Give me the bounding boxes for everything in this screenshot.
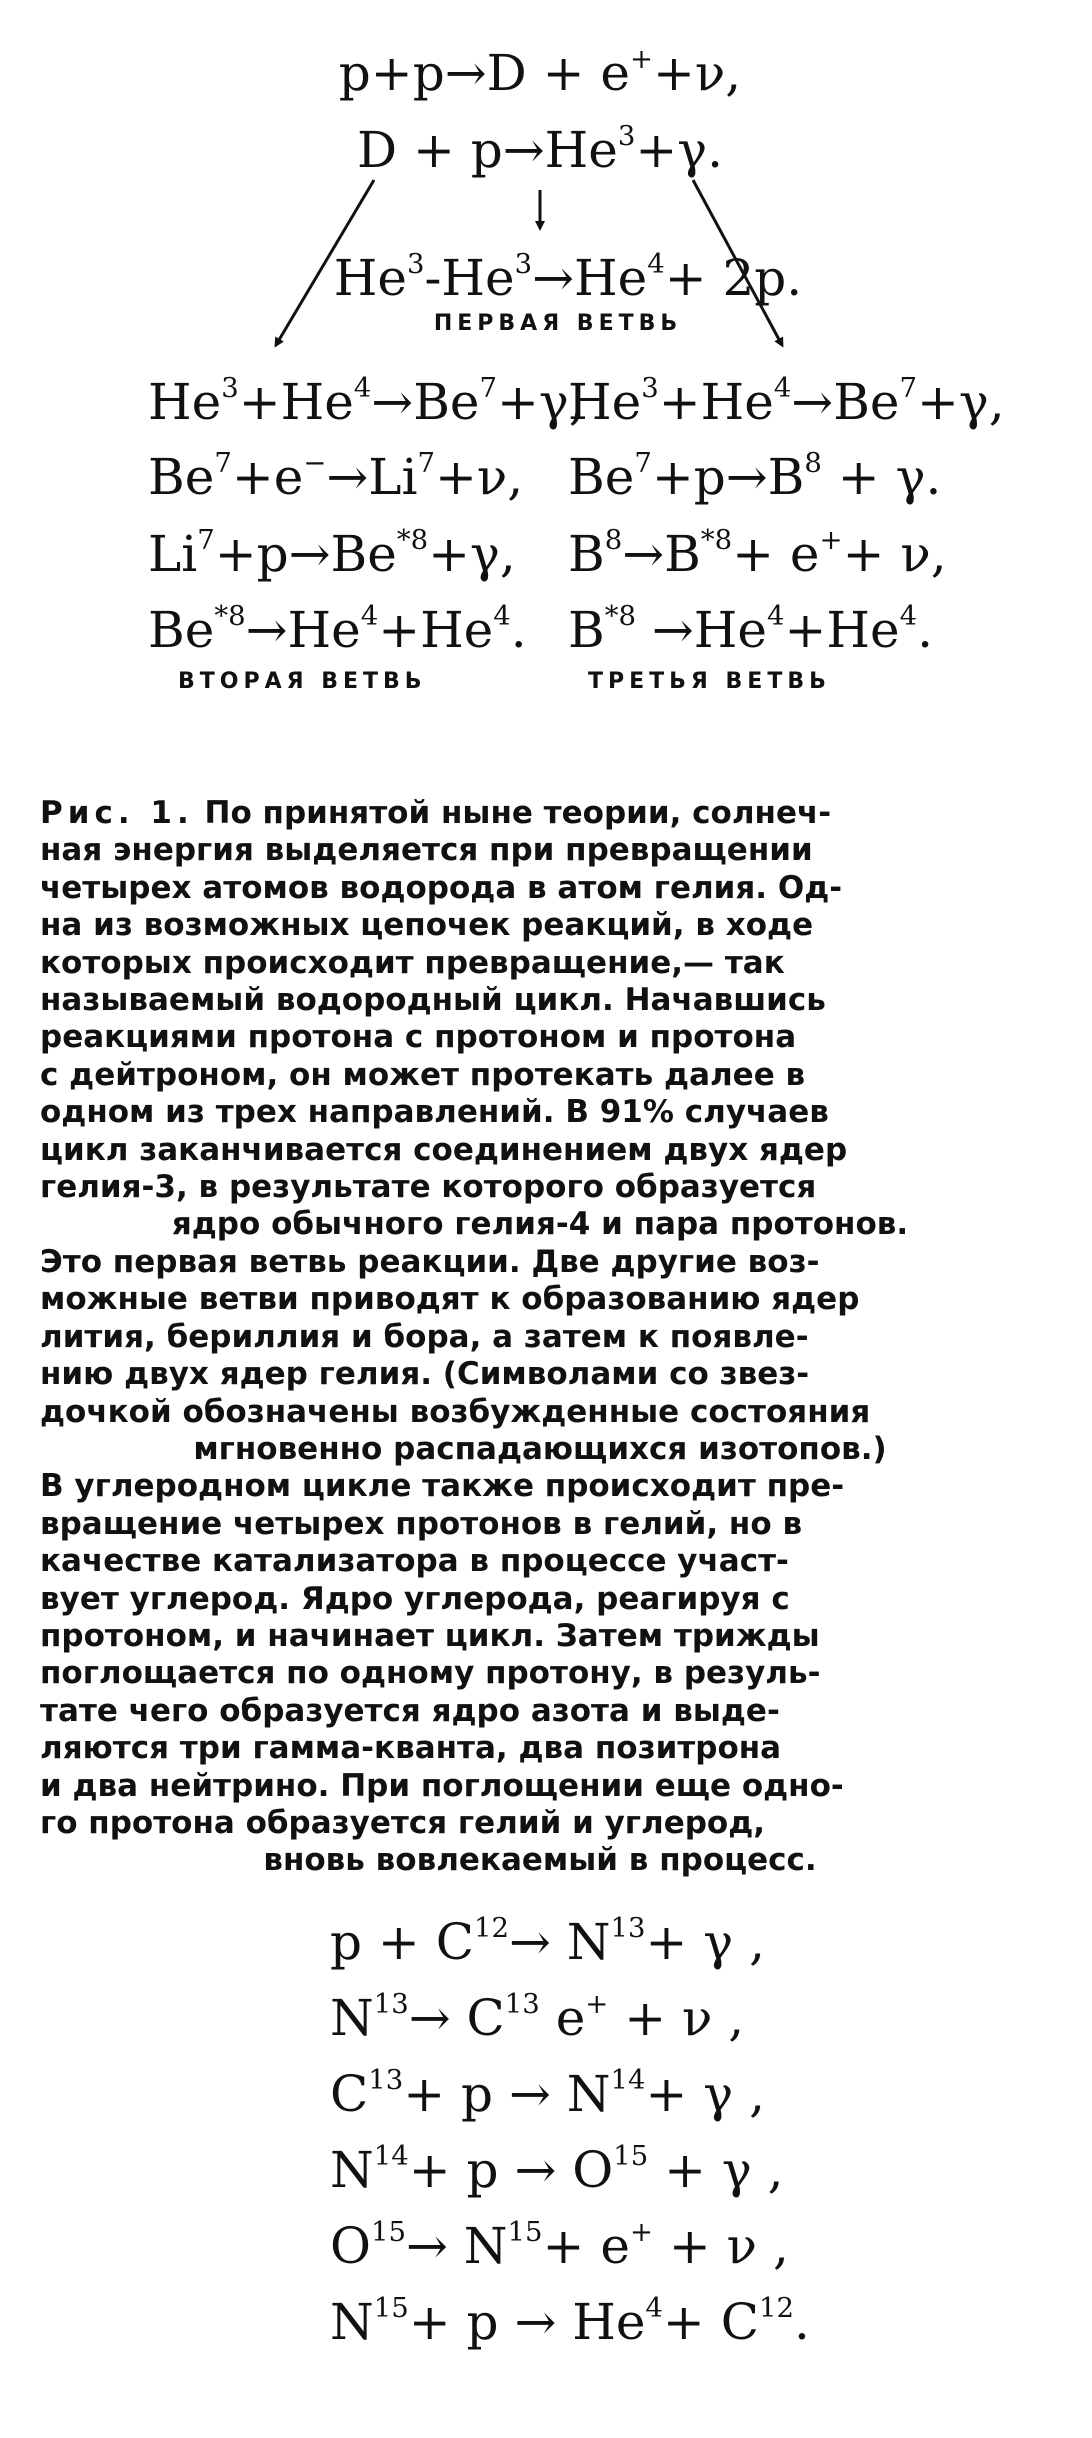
superscript: 13 (504, 1988, 540, 2020)
superscript: + (629, 43, 654, 75)
superscript: + (819, 524, 843, 556)
superscript: 3 (617, 120, 636, 152)
third-branch-eq-2: $Be^7+p\to B^8 + \gamma$. (568, 447, 942, 506)
superscript: 13 (368, 2064, 404, 2096)
superscript: 4 (899, 600, 918, 632)
caption-line: вует углерод. Ядро углерода, реагируя с (40, 1580, 790, 1617)
second-branch-eq-1: $He^3+He^4\to Be^7+\gamma$, (148, 372, 585, 431)
caption-line: которых происходит превращение,— так (40, 944, 785, 981)
caption-line: называемый водородный цикл. Начавшись (40, 982, 826, 1019)
caption-line: цикл заканчивается соединением двух ядер (40, 1131, 848, 1168)
carbon-cycle-eq-1: $p + C^{12}\to N^{13}+ \gamma$ , (330, 1912, 765, 1971)
caption-line: протоном, и начинает цикл. Затем трижды (40, 1617, 820, 1654)
first-branch-label: ПЕРВАЯ ВЕТВЬ (433, 311, 683, 336)
superscript: 7 (197, 524, 215, 556)
figure-caption (40, 795, 1040, 1880)
caption-line: ная энергия выделяется при превращении (40, 832, 813, 869)
superscript: 12 (473, 1912, 509, 1944)
caption-line: мгновенно распадающихся изотопов.) (193, 1430, 887, 1467)
caption-line: с дейтроном, он может протекать далее в (40, 1056, 806, 1093)
superscript: 15 (371, 2216, 406, 2248)
superscript: 15 (613, 2140, 649, 2172)
superscript: 8 (804, 447, 822, 479)
superscript: 3 (221, 372, 239, 404)
superscript: 4 (493, 600, 511, 632)
carbon-cycle-eq-6: $N^{15}+ p \to He^4+ C^{12}$. (330, 2292, 810, 2351)
caption-line: дочкой обозначены возбужденные состояния (40, 1393, 871, 1430)
carbon-cycle-eq-4: $N^{14}+ p \to O^{15} + \gamma$ , (330, 2140, 784, 2199)
caption-line: лития, бериллия и бора, а затем к появле- (40, 1318, 809, 1355)
superscript: 4 (645, 2292, 663, 2324)
second-branch-eq-3: $Li^7+p\to Be^{*8}+\gamma$, (148, 524, 516, 583)
superscript: 14 (373, 2140, 409, 2172)
superscript: 14 (610, 2064, 646, 2096)
carbon-cycle-eq-3: $C^{13}+ p \to N^{14}+ \gamma$ , (330, 2064, 765, 2123)
superscript: 13 (373, 1988, 409, 2020)
third-branch-eq-3: $B^8\to B^{*8}+ e^++ \nu$, (568, 524, 947, 583)
superscript: 12 (758, 2292, 794, 2324)
equation-first-branch: $He^3-He^3\to He^4+ 2p$. (333, 248, 803, 307)
caption-line: нию двух ядер гелия. (Символами со звез- (40, 1356, 810, 1393)
superscript: − (303, 447, 327, 479)
superscript: 3 (514, 248, 533, 280)
third-branch-eq-4: $B^{*8} \to He^4+He^4$. (568, 600, 933, 659)
carbon-cycle-eq-5: $O^{15}\to N^{15}+ e^+ + \nu$ , (330, 2216, 789, 2275)
superscript: *8 (214, 600, 246, 632)
figure-label: Рис. 1. (40, 795, 194, 831)
caption-line: одном из трех направлений. В 91% случаев (40, 1094, 829, 1131)
superscript: *8 (604, 600, 636, 632)
caption-line: поглощается по одному протону, в резуль- (40, 1655, 821, 1692)
superscript: 4 (360, 600, 379, 632)
second-branch-eq-4: $Be^{*8}\to He^4+He^4$. (148, 600, 527, 659)
superscript: 15 (507, 2216, 543, 2248)
superscript: 4 (647, 248, 665, 280)
carbon-cycle-eq-2: $N^{13}\to C^{13}$ e+ + ν , (330, 1988, 745, 2047)
superscript: 4 (766, 600, 785, 632)
caption-line: и два нейтрино. При поглощении еще одно- (40, 1767, 844, 1804)
superscript: *8 (700, 524, 733, 556)
superscript: 13 (610, 1912, 646, 1944)
superscript: 4 (353, 372, 372, 404)
caption-line: четырех атомов водорода в атом гелия. Од- (40, 869, 843, 906)
caption-line: В углеродном цикле также происходит пре- (40, 1468, 845, 1505)
third-branch-eq-1: $He^3+He^4\to Be^7+\gamma$, (568, 372, 1005, 431)
caption-line: Это первая ветвь реакции. Две другие воз- (40, 1243, 820, 1280)
caption-line: Рис. 1. По принятой ныне теории, солнеч- (40, 795, 832, 831)
superscript: 15 (373, 2292, 409, 2324)
superscript: 7 (479, 372, 498, 404)
caption-line: вращение четырех протонов в гелий, но в (40, 1505, 803, 1542)
caption-line: можные ветви приводят к образованию ядер (40, 1281, 860, 1318)
caption-line: ляются три гамма-кванта, два позитрона (40, 1730, 782, 1767)
superscript: 3 (407, 248, 425, 280)
caption-line: на из возможных цепочек реакций, в ходе (40, 907, 814, 944)
superscript: 7 (899, 372, 918, 404)
superscript: 7 (634, 447, 652, 479)
equation-pp: p+p→D + e++ν, (338, 43, 742, 102)
superscript: 3 (641, 372, 659, 404)
superscript: *8 (396, 524, 429, 556)
superscript: 4 (773, 372, 792, 404)
caption-line: го протона образуется гелий и углерод, (40, 1804, 766, 1841)
equation-dp: $D + p\to He^3+\gamma$. (356, 120, 724, 179)
superscript: + (585, 1988, 609, 2020)
third-branch-label: ТРЕТЬЯ ВЕТВЬ (588, 669, 831, 694)
superscript: + (629, 2216, 653, 2248)
caption-line: вновь вовлекаемый в процесс. (263, 1842, 817, 1879)
superscript: 8 (604, 524, 623, 556)
caption-line: тате чего образуется ядро азота и выде- (40, 1692, 780, 1729)
superscript: 7 (417, 447, 435, 479)
caption-line: гелия-3, в результате которого образуется (40, 1169, 817, 1206)
caption-line: реакциями протона с протоном и протона (40, 1019, 797, 1056)
caption-line: качестве катализатора в процессе участ- (40, 1543, 789, 1580)
second-branch-eq-2: $Be^7+e^-\to Li^7+\nu$, (148, 447, 524, 506)
second-branch-label: ВТОРАЯ ВЕТВЬ (178, 669, 427, 694)
superscript: 7 (214, 447, 232, 479)
caption-line: ядро обычного гелия-4 и пара протонов. (171, 1206, 909, 1243)
